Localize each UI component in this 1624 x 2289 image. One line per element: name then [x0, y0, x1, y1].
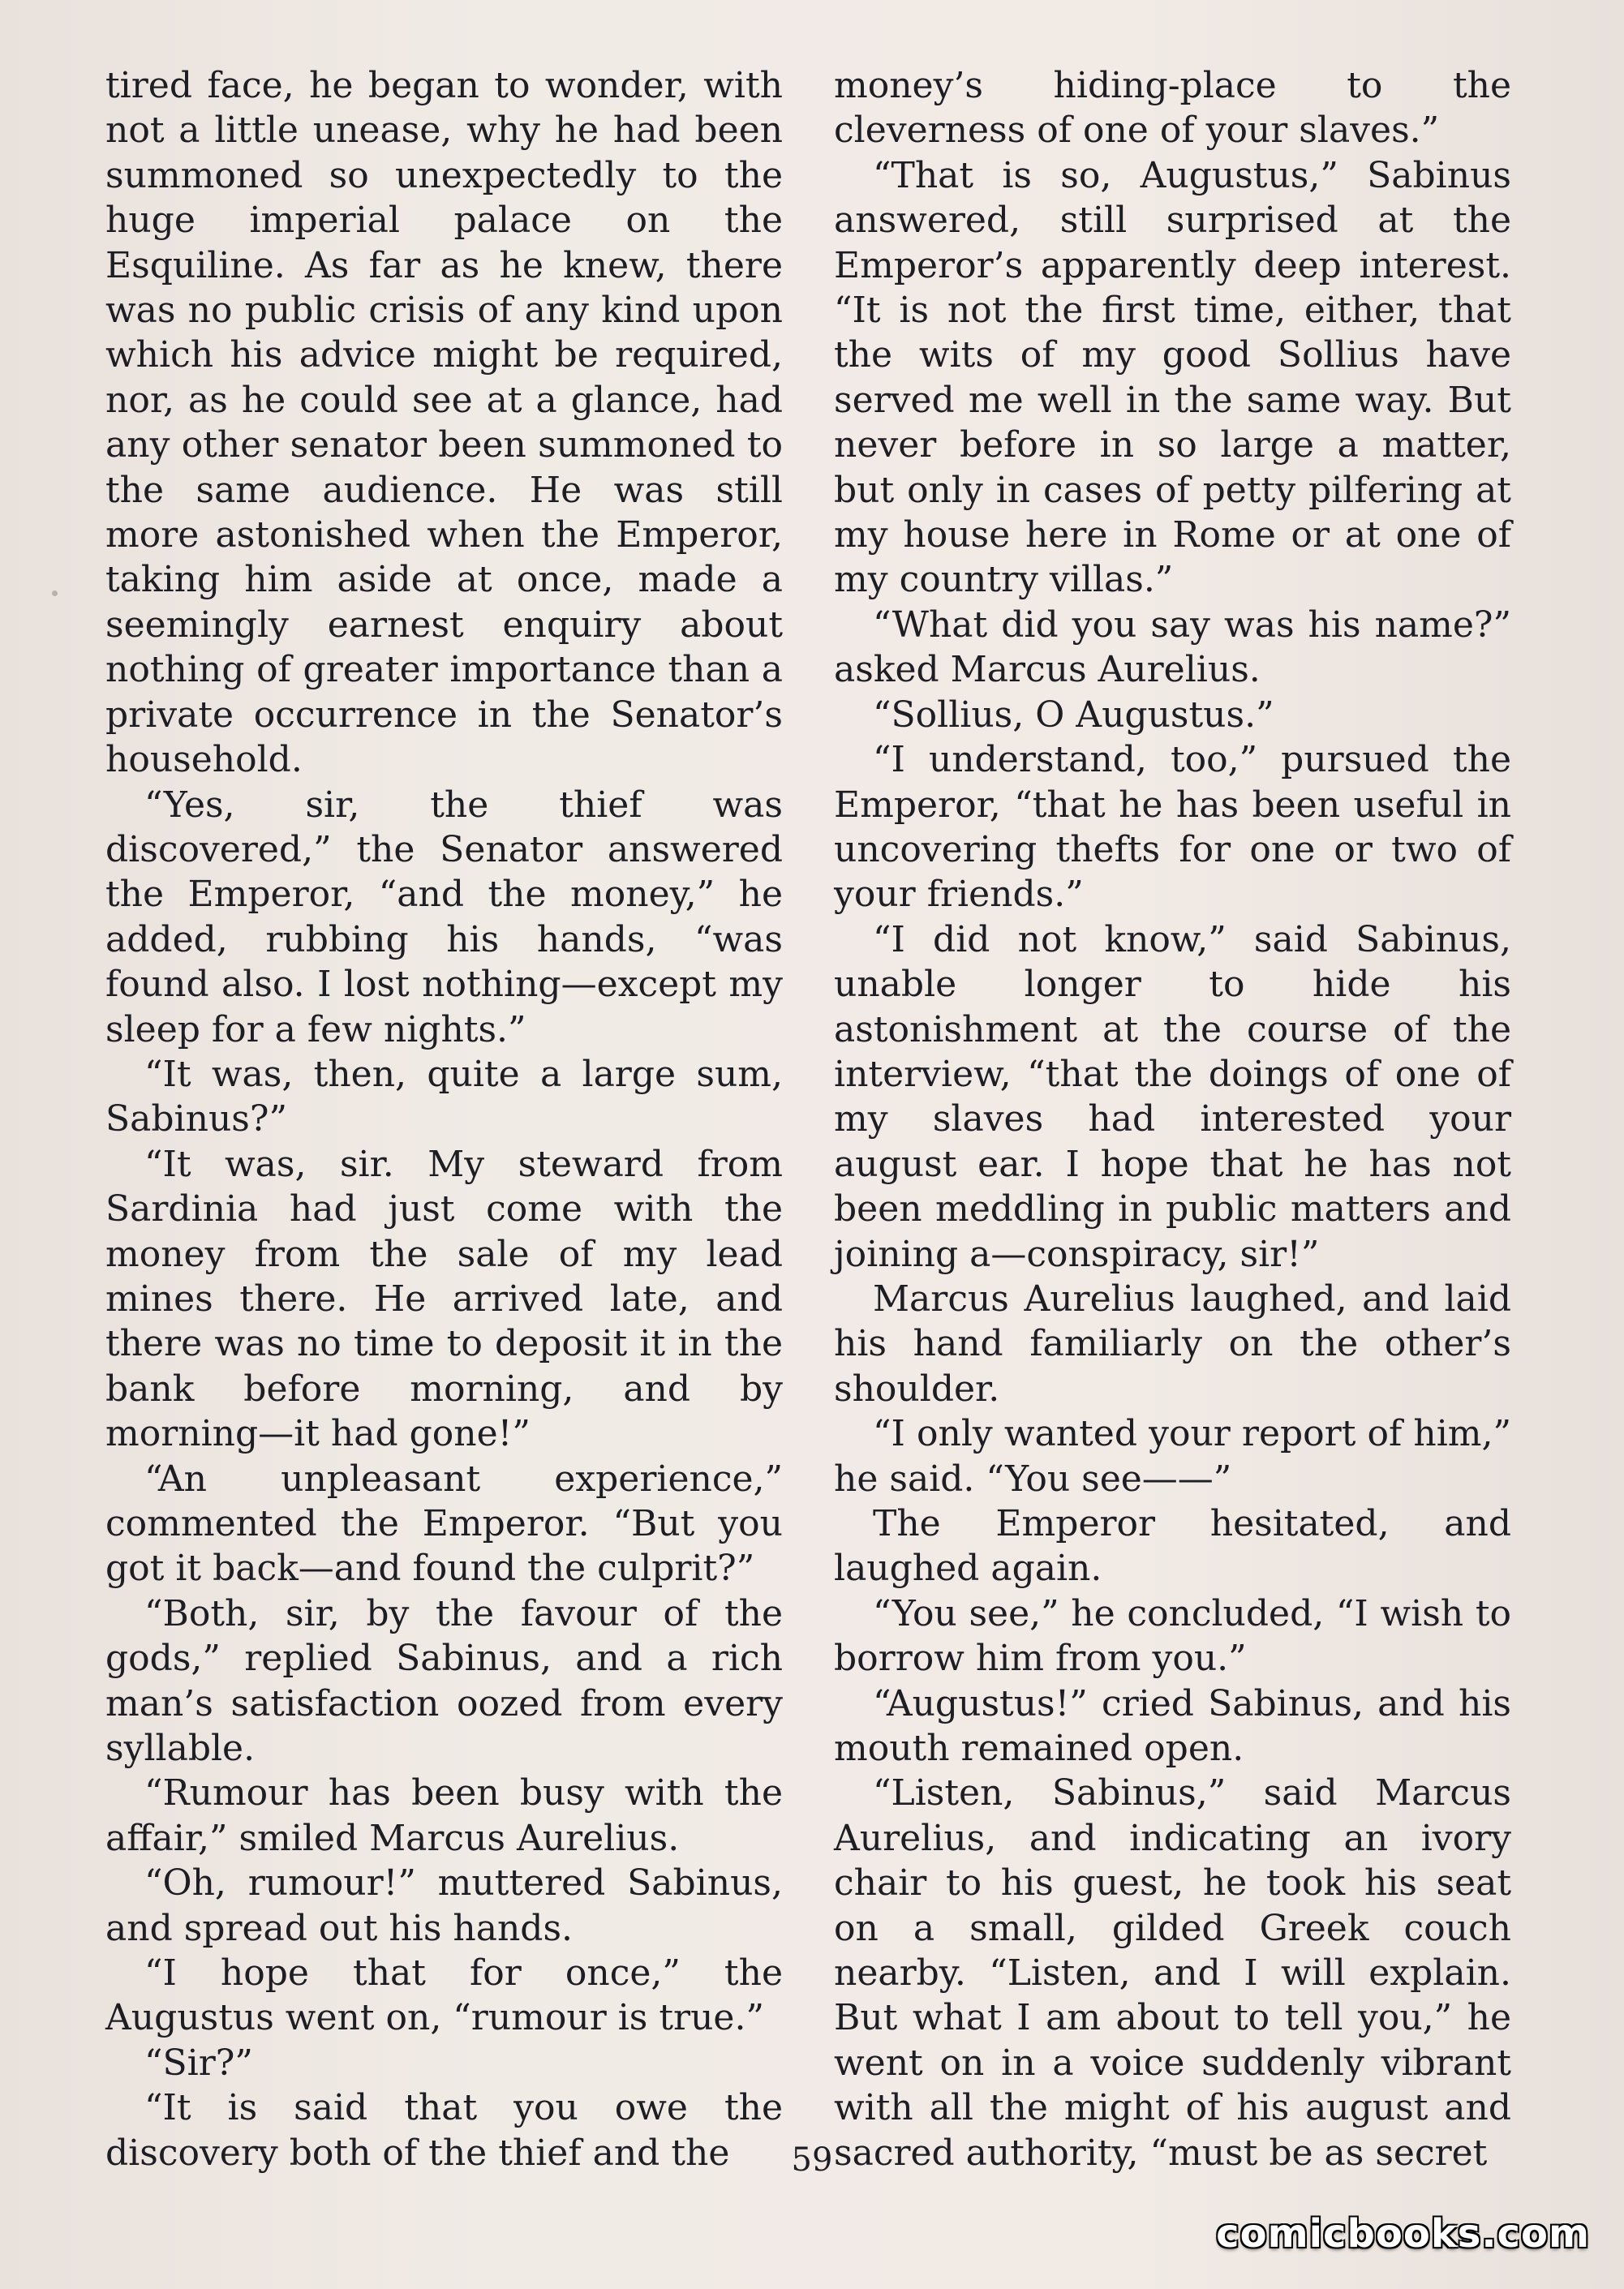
- paragraph: money’s hiding-place to the cleverness of one of your slaves.”: [834, 65, 1511, 152]
- paragraph: “An unpleasant experience,” commented the Emperor. “But you got it back—and found the culprit?”: [105, 1458, 783, 1590]
- paragraph: “I only wanted your report of him,” he said. “You see——”: [834, 1413, 1511, 1500]
- paper-speck: [52, 591, 58, 596]
- paragraph: Marcus Aurelius laughed, and laid his hand familiarly on the other’s shoulder.: [834, 1278, 1511, 1410]
- paragraph: “I hope that for once,” the Augustus went on, “rumour is true.”: [105, 1952, 783, 2039]
- site-watermark: comicbooks.com: [1216, 2211, 1590, 2257]
- paragraph: “You see,” he concluded, “I wish to borrow him from you.”: [834, 1592, 1511, 1680]
- paragraph: “I understand, too,” pursued the Emperor, “that he has been useful in uncovering thefts for one or two of your friends.”: [834, 739, 1511, 916]
- right-text-column: [834, 63, 1511, 2175]
- paragraph: “Augustus!” cried Sabinus, and his mouth remained open.: [834, 1682, 1511, 1770]
- paragraph: “What did you say was his name?” asked Marcus Aurelius.: [834, 603, 1511, 691]
- paragraph: “Rumour has been busy with the affair,” smiled Marcus Aurelius.: [105, 1772, 783, 1859]
- paragraph: “Oh, rumour!” muttered Sabinus, and spread out his hands.: [105, 1862, 783, 1949]
- paragraph: The Emperor hesitated, and laughed again.: [834, 1503, 1511, 1590]
- paragraph: “It was, then, quite a large sum, Sabinus?”: [105, 1053, 783, 1140]
- paragraph: “I did not know,” said Sabinus, unable longer to hide his astonishment at the course of the interview, “that the doings of one of my slaves had interested your august ear. I hope that he has not been meddling in public matters and joining a—conspiracy, sir!”: [834, 918, 1511, 1275]
- paragraph: “Sir?”: [144, 2042, 253, 2084]
- page-number: 59: [791, 2141, 833, 2179]
- paragraph: “It was, sir. My steward from Sardinia had just come with the money from the sale of my lead mines there. He arrived late, and there was no time to deposit it in the bank before morning, and by morning—it had gone!”: [105, 1143, 783, 1455]
- paragraph: “Listen, Sabinus,” said Marcus Aurelius, and indicating an ivory chair to his guest, he took his seat on a small, gilded Greek couch nearby. “Listen, and I will explain. But what I am about to tell you,” he went on in a voice suddenly vibrant with all the might of his august and sacred authority, “must be as secret: [834, 1772, 1511, 2174]
- paragraph: “Yes, sir, the thief was discovered,” the Senator answered the Emperor, “and the money,” he added, rubbing his hands, “was found also. I lost nothing—except my sleep for a few nights.”: [105, 784, 783, 1050]
- left-text-column: [105, 63, 783, 2175]
- paragraph: “That is so, Augustus,” Sabinus answered, still surprised at the Emperor’s apparently deep interest. “It is not the first time, either, that the wits of my good Sollius have served me well in the same way. But never before in so large a matter, but only in cases of petty pilfering at my house here in Rome or at one of my country villas.”: [834, 154, 1511, 601]
- paragraph: “Sollius, O Augustus.”: [873, 694, 1274, 736]
- paragraph: “It is said that you owe the discovery both of the thief and the: [105, 2087, 783, 2174]
- paragraph: tired face, he began to wonder, with not a little unease, why he had been summoned so unexpectedly to the huge imperial palace on the Esquiline. As far as he knew, there was no public crisis of any kind upon which his advice might be required, nor, as he could see at a glance, had any other senator been summoned to the same audience. He was still more astonished when the Emperor, taking him aside at once, made a seemingly earnest enquiry about nothing of greater importance than a private occurrence in the Senator’s household.: [105, 65, 783, 781]
- paragraph: “Both, sir, by the favour of the gods,” replied Sabinus, and a rich man’s satisfaction oozed from every syllable.: [105, 1592, 783, 1770]
